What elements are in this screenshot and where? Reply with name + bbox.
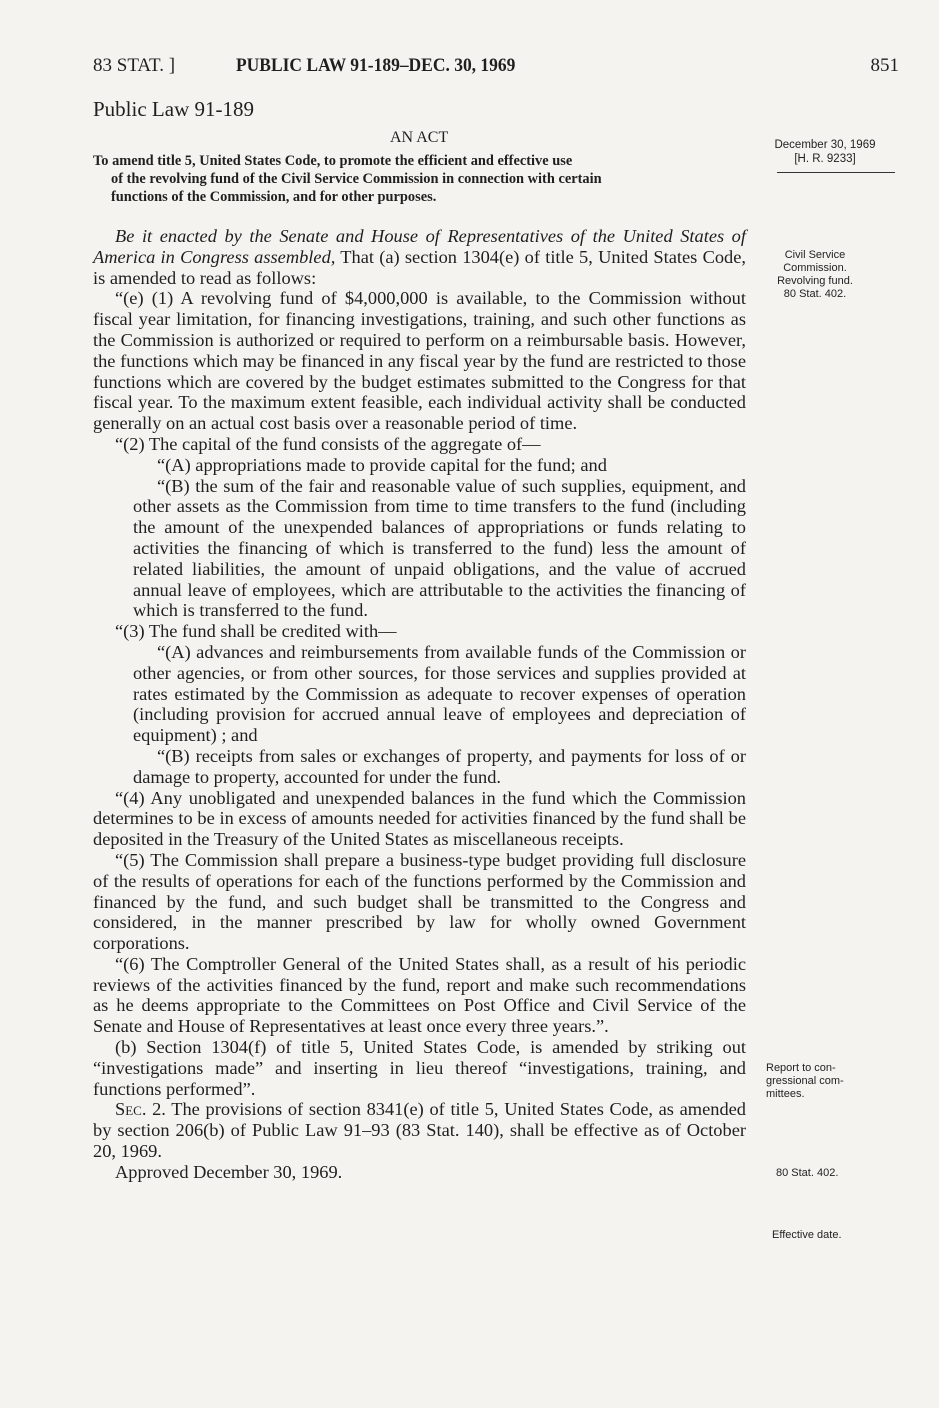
section-2 (93, 1099, 746, 1161)
enacting-clause: Be it enacted by the Senate and House of Representatives of the United States of America in Congress assembled, (93, 226, 746, 267)
paragraph-e1: “(e) (1) A revolving fund of $4,000,000 is available, to the Commission without fiscal year limitation, for financing investigations, training, and such other functions as the Commission is authorized or required to perform on a reimbursable basis. However, the functions which may be financed in any fiscal year by the fund are restricted to those functions which are covered by the budget estimates submitted to the Congress for that fiscal year. To the maximum extent feasible, each individual activity shall be conducted generally on an actual cost basis over a reasonable period of time. (93, 288, 746, 434)
section-2-text: The provisions of section 8341(e) of title 5, United States Code, as amended by section 206(b) of Public Law 91–93 (83 Stat. 140), shall be effective as of October 20, 1969. (93, 1099, 746, 1162)
paragraph-3b: “(B) receipts from sales or exchanges of property, and payments for loss of or damage to property, accounted for under the fund. (133, 745, 746, 787)
margin-note-stat: 80 Stat. 402. (776, 1167, 839, 1179)
paragraph-3a: “(A) advances and reimbursements from available funds of the Commission or other agencies, or from other sources, for those services and supplies provided at rates estimated by the Commission as adequate to recover expenses of operation (including provision for accrued annual leave of employees and depreciation of equipment) ; and (133, 641, 746, 746)
margin-note-line: Report to con- (766, 1062, 836, 1074)
margin-note-line: gressional com- (766, 1075, 844, 1087)
margin-note-line: Civil Service (784, 249, 846, 261)
margin-note-report (766, 1062, 876, 1101)
paragraph-2b: “(B) the sum of the fair and reasonable value of such supplies, equipment, and other assets as the Commission from time to time transfers to the fund (including the amount of the unexpended balances of appropriations or funds relating to activities the financing of which is transferred to the fund) less the amount of related liabilities, the amount of unpaid obligations, and the value of accrued annual leave of employees, which are attributable to the activities the financing of which is transferred to the fund. (133, 475, 746, 621)
act-body (93, 226, 746, 1183)
paragraph-2: “(2) The capital of the fund consists of the aggregate of— (115, 433, 541, 454)
bill-number: [H. R. 9233] (794, 153, 856, 165)
enacting-paragraph (93, 226, 746, 288)
paragraph-2a: “(A) appropriations made to provide capital for the fund; and (157, 454, 607, 475)
enactment-date-block (755, 138, 895, 166)
margin-note-effective-date: Effective date. (772, 1229, 842, 1241)
enactment-date: December 30, 1969 (774, 139, 876, 151)
section-2-label: Sec. 2. (115, 1099, 166, 1120)
margin-note-line: Commission. (783, 262, 847, 274)
date-divider (777, 172, 895, 173)
paragraph-b: (b) Section 1304(f) of title 5, United States Code, is amended by striking out “investigations made” and inserting in lieu thereof “investigations, training, and functions performed”. (93, 1037, 746, 1099)
paragraph-5: “(5) The Commission shall prepare a business-type budget providing full disclosure of the results of operations for each of the functions performed by the Commission and financed by the fund, and such budget shall be transmitted to the Congress and considered, in the manner prescribed by law for wholly owned Government corporations. (93, 849, 746, 954)
margin-note-line: mittees. (766, 1088, 805, 1100)
margin-note-civil-service (760, 249, 870, 301)
act-title-line: To amend title 5, United States Code, to promote the efficient and effective use (93, 153, 573, 169)
header-title: PUBLIC LAW 91-189–DEC. 30, 1969 (236, 55, 516, 76)
act-title-line: functions of the Commission, and for other purposes. (111, 189, 437, 205)
public-law-label: Public Law 91-189 (93, 97, 254, 121)
act-title (93, 152, 748, 206)
act-heading: AN ACT (390, 129, 449, 146)
margin-note-line: Revolving fund. (777, 275, 853, 287)
paragraph-6: “(6) The Comptroller General of the United States shall, as a result of his periodic reviews of the activities financed by the fund, report and make such recommendations as he deems appropriate to the Committees on Post Office and Civil Service of the Senate and House of Representatives at least once every three years.”. (93, 953, 746, 1037)
margin-note-line: 80 Stat. 402. (783, 288, 847, 300)
paragraph-3: “(3) The fund shall be credited with— (115, 621, 397, 642)
page-number: 851 (870, 55, 899, 76)
paragraph-4: “(4) Any unobligated and unexpended balances in the fund which the Commission determines to be in excess of amounts needed for activities financed by the fund shall be deposited in the Treasury of the United States as miscellaneous receipts. (93, 787, 746, 850)
act-title-line: of the revolving fund of the Civil Service Commission in connection with certain (111, 171, 602, 187)
enacting-rest: That (a) section 1304(e) of title 5, United States Code, is amended to read as follows: (93, 246, 746, 288)
header-stat: 83 STAT. ] (93, 55, 176, 76)
approval-line: Approved December 30, 1969. (115, 1161, 343, 1182)
